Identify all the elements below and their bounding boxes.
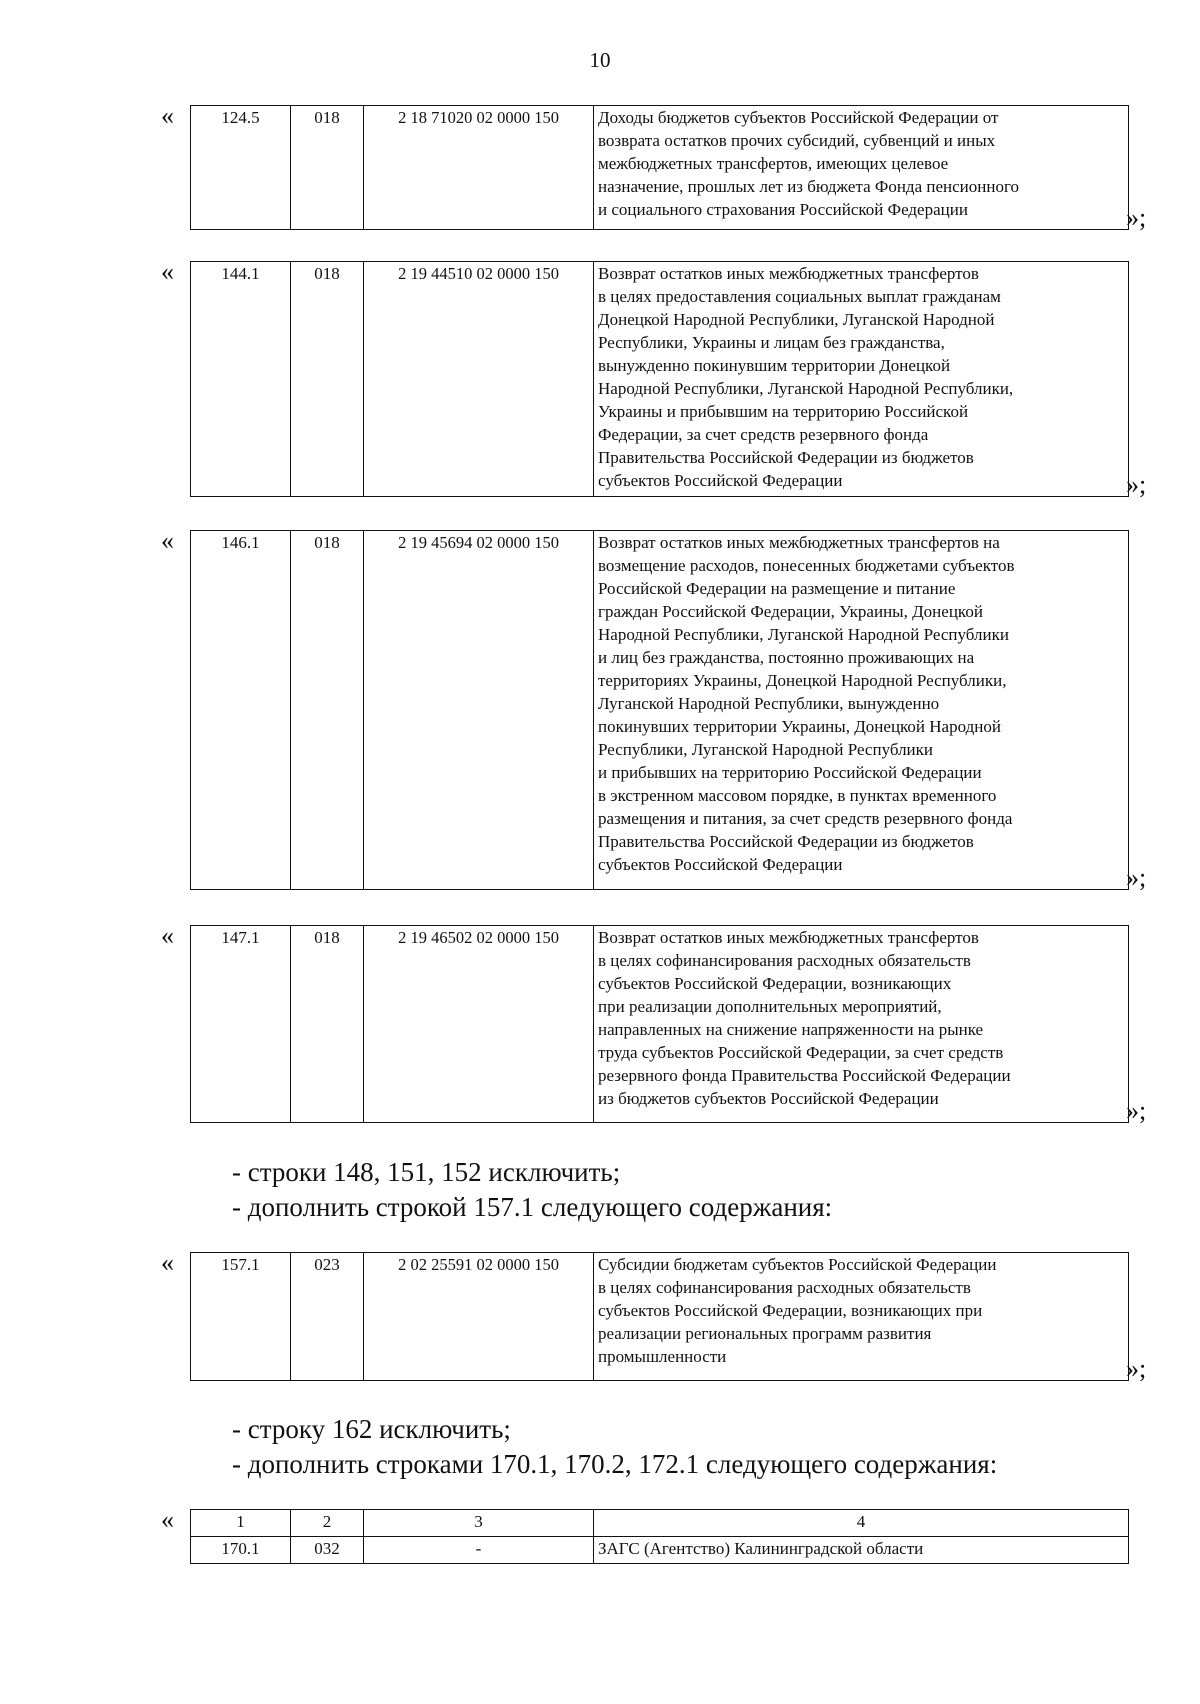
- entry-table: [190, 1252, 1129, 1381]
- description-line: и прибывших на территорию Российской Федерации: [598, 763, 982, 782]
- description-line: в целях предоставления социальных выплат гражданам: [598, 287, 1001, 306]
- entry-table: [190, 925, 1129, 1123]
- description: [594, 926, 1129, 1123]
- table-row: [191, 531, 1129, 890]
- entry-block-144-1: [0, 257, 1200, 499]
- description-line: Луганской Народной Республики, вынужденно: [598, 694, 940, 713]
- description-line: Доходы бюджетов субъектов Российской Федерации от: [598, 108, 999, 127]
- final-table: [190, 1509, 1129, 1564]
- description-line: и социального страхования Российской Федерации: [598, 200, 968, 219]
- description-line: субъектов Российской Федерации: [598, 471, 843, 490]
- description: ЗАГС (Агентство) Калининградской области: [594, 1537, 1129, 1564]
- admin-code: 018: [291, 926, 364, 1123]
- description: [594, 1253, 1129, 1381]
- description-line: размещения и питания, за счет средств резервного фонда: [598, 809, 1013, 828]
- description-line: вынужденно покинувшим территории Донецкой: [598, 356, 951, 375]
- row-number: 146.1: [191, 531, 291, 890]
- budget-code: 2 19 46502 02 0000 150: [364, 926, 594, 1123]
- instructions-block-2: [232, 1412, 1132, 1482]
- row-number: 170.1: [191, 1537, 291, 1564]
- description-line: возврата остатков прочих субсидий, субвенций и иных: [598, 131, 996, 150]
- description-line: территориях Украины, Донецкой Народной Республики,: [598, 671, 1007, 690]
- description-line: Федерации, за счет средств резервного фонда: [598, 425, 929, 444]
- description-line: Республики, Украины и лицам без гражданства,: [598, 333, 945, 352]
- table-row: [191, 262, 1129, 497]
- entry-block-170-1: [0, 1505, 1200, 1579]
- description-line: субъектов Российской Федерации: [598, 855, 843, 874]
- close-quote: »;: [1126, 203, 1147, 232]
- description-line: покинувших территории Украины, Донецкой Народной: [598, 717, 1001, 736]
- open-quote: «: [161, 1505, 174, 1534]
- close-quote: »;: [1126, 470, 1147, 499]
- description-line: в целях софинансирования расходных обязательств: [598, 951, 971, 970]
- close-quote: »;: [1126, 1354, 1147, 1383]
- open-quote: «: [161, 101, 174, 130]
- close-quote: »;: [1126, 1096, 1147, 1125]
- row-number: 144.1: [191, 262, 291, 497]
- open-quote: «: [161, 526, 174, 555]
- admin-code: 018: [291, 531, 364, 890]
- admin-code: 032: [291, 1537, 364, 1564]
- entry-block-147-1: [0, 921, 1200, 1125]
- description-line: Украины и прибывшим на территорию Российской: [598, 402, 969, 421]
- row-number: 147.1: [191, 926, 291, 1123]
- entry-block-124-5: [0, 101, 1200, 232]
- description-line: субъектов Российской Федерации, возникающих: [598, 974, 952, 993]
- open-quote: «: [161, 921, 174, 950]
- description: [594, 262, 1129, 497]
- instruction-line: - дополнить строками 170.1, 170.2, 172.1 следующего содержания:: [232, 1449, 998, 1479]
- admin-code: 018: [291, 106, 364, 230]
- row-number: 124.5: [191, 106, 291, 230]
- description-line: в целях софинансирования расходных обязательств: [598, 1278, 971, 1297]
- entry-table: [190, 530, 1129, 890]
- entry-block-146-1: [0, 526, 1200, 892]
- admin-code: 023: [291, 1253, 364, 1381]
- description-line: направленных на снижение напряженности на рынке: [598, 1020, 984, 1039]
- instructions-block-1: [232, 1155, 1132, 1225]
- description-line: субъектов Российской Федерации, возникающих при: [598, 1301, 983, 1320]
- instruction-line: - дополнить строкой 157.1 следующего содержания:: [232, 1192, 833, 1222]
- instruction-line: - строки 148, 151, 152 исключить;: [232, 1157, 621, 1187]
- description-line: межбюджетных трансфертов, имеющих целевое: [598, 154, 949, 173]
- budget-code: 2 19 44510 02 0000 150: [364, 262, 594, 497]
- open-quote: «: [161, 257, 174, 286]
- table-row: [191, 1537, 1129, 1564]
- description-line: Донецкой Народной Республики, Луганской Народной: [598, 310, 995, 329]
- open-quote: «: [161, 1248, 174, 1277]
- description-line: труда субъектов Российской Федерации, за счет средств: [598, 1043, 1004, 1062]
- description-line: граждан Российской Федерации, Украины, Донецкой: [598, 602, 983, 621]
- column-header: 4: [594, 1510, 1129, 1537]
- entry-table: [190, 105, 1129, 230]
- description-line: Народной Республики, Луганской Народной Республики,: [598, 379, 1014, 398]
- description-line: и лиц без гражданства, постоянно проживающих на: [598, 648, 975, 667]
- description-line: Возврат остатков иных межбюджетных трансфертов: [598, 928, 979, 947]
- description-line: промышленности: [598, 1347, 727, 1366]
- description-line: Народной Республики, Луганской Народной Республики: [598, 625, 1009, 644]
- description-line: назначение, прошлых лет из бюджета Фонда пенсионного: [598, 177, 1020, 196]
- description-line: Возврат остатков иных межбюджетных трансфертов на: [598, 533, 1000, 552]
- entry-block-157-1: [0, 1248, 1200, 1383]
- table-header-row: [191, 1510, 1129, 1537]
- instruction-line: - строку 162 исключить;: [232, 1414, 511, 1444]
- close-quote: »;: [1126, 863, 1147, 892]
- description-line: из бюджетов субъектов Российской Федерации: [598, 1089, 939, 1108]
- entry-table: [190, 261, 1129, 497]
- budget-code: -: [364, 1537, 594, 1564]
- column-header: 1: [191, 1510, 291, 1537]
- description-line: Республики, Луганской Народной Республики: [598, 740, 934, 759]
- page-number: 10: [589, 48, 611, 72]
- budget-code: 2 18 71020 02 0000 150: [364, 106, 594, 230]
- description-line: Правительства Российской Федерации из бюджетов: [598, 448, 974, 467]
- description-line: Российской Федерации на размещение и питание: [598, 579, 956, 598]
- table-row: [191, 926, 1129, 1123]
- description-line: возмещение расходов, понесенных бюджетами субъектов: [598, 556, 1015, 575]
- table-row: [191, 1253, 1129, 1381]
- row-number: 157.1: [191, 1253, 291, 1381]
- description-line: Возврат остатков иных межбюджетных трансфертов: [598, 264, 979, 283]
- budget-code: 2 19 45694 02 0000 150: [364, 531, 594, 890]
- description-line: Правительства Российской Федерации из бюджетов: [598, 832, 974, 851]
- description-line: реализации региональных программ развития: [598, 1324, 932, 1343]
- description-line: при реализации дополнительных мероприятий,: [598, 997, 942, 1016]
- column-header: 2: [291, 1510, 364, 1537]
- description: [594, 106, 1129, 230]
- description-line: Субсидии бюджетам субъектов Российской Федерации: [598, 1255, 997, 1274]
- table-row: [191, 106, 1129, 230]
- description: [594, 531, 1129, 890]
- admin-code: 018: [291, 262, 364, 497]
- description-line: в экстренном массовом порядке, в пунктах временного: [598, 786, 997, 805]
- column-header: 3: [364, 1510, 594, 1537]
- description-line: резервного фонда Правительства Российской Федерации: [598, 1066, 1011, 1085]
- budget-code: 2 02 25591 02 0000 150: [364, 1253, 594, 1381]
